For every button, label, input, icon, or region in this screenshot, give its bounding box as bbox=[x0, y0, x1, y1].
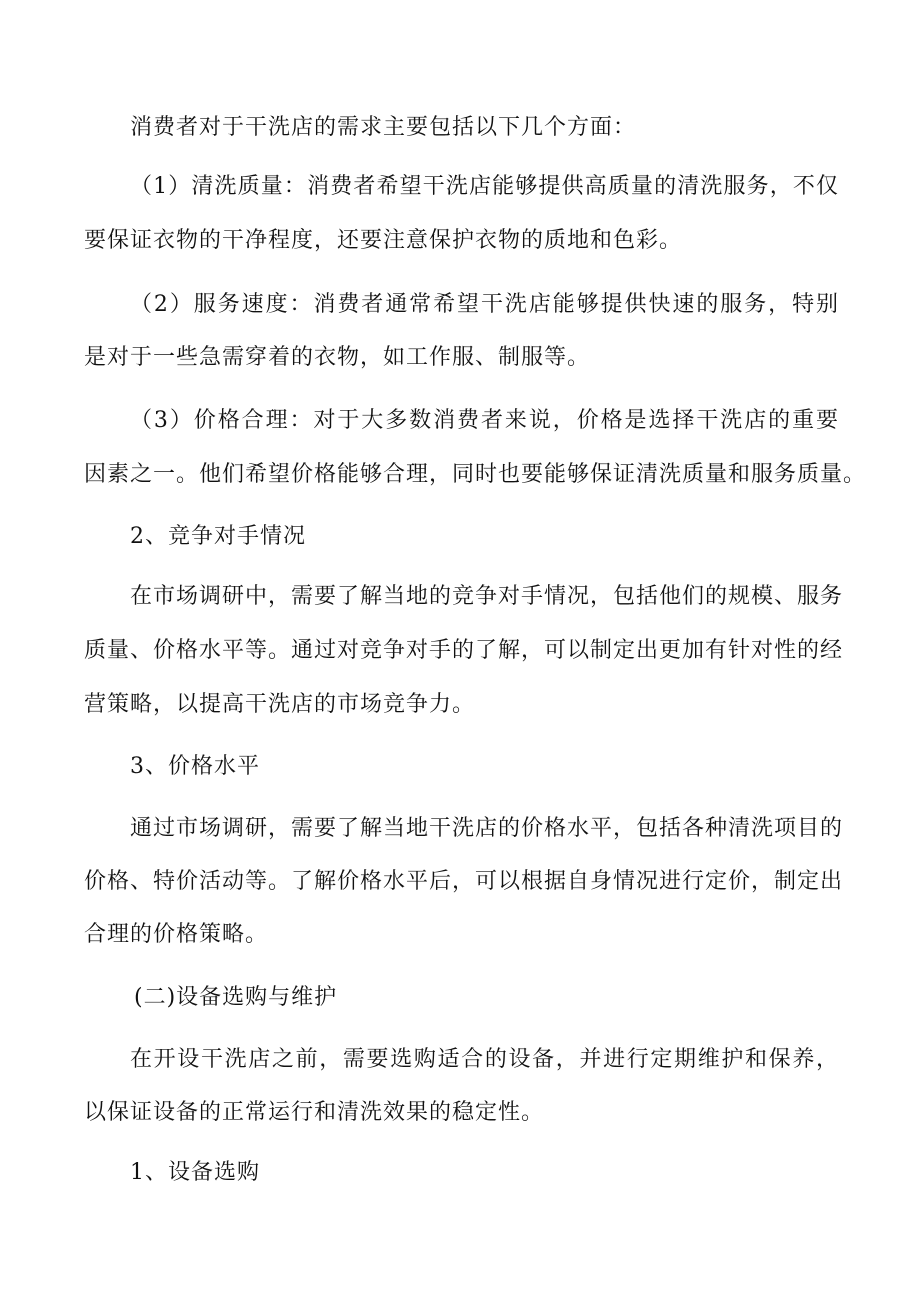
heading-price: 3、价格水平 bbox=[130, 754, 260, 779]
price-line1: 通过市场调研，需要了解当地干洗店的价格水平，包括各种清洗项目的 bbox=[130, 816, 844, 841]
item2-line2: 是对于一些急需穿着的衣物，如工作服、制服等。 bbox=[84, 345, 591, 370]
item3-line2: 因素之一。他们希望价格能够合理，同时也要能够保证清洗质量和服务质量。 bbox=[84, 462, 867, 487]
intro-paragraph: 消费者对于干洗店的需求主要包括以下几个方面： bbox=[130, 115, 637, 140]
competition-line1: 在市场调研中，需要了解当地的竞争对手情况，包括他们的规模、服务 bbox=[130, 584, 844, 609]
item2-line1: （2）服务速度：消费者通常希望干洗店能够提供快速的服务，特别 bbox=[130, 292, 839, 317]
equipment-line1: 在开设干洗店之前，需要选购适合的设备，并进行定期维护和保养， bbox=[130, 1047, 839, 1072]
price-line2: 价格、特价活动等。了解价格水平后，可以根据自身情况进行定价，制定出 bbox=[84, 869, 844, 894]
price-line3: 合理的价格策略。 bbox=[84, 922, 269, 947]
heading-purchase: 1、设备选购 bbox=[130, 1160, 260, 1185]
equipment-line2: 以保证设备的正常运行和清洗效果的稳定性。 bbox=[84, 1100, 545, 1125]
competition-line2: 质量、价格水平等。通过对竞争对手的了解，可以制定出更加有针对性的经 bbox=[84, 638, 844, 663]
heading-competition: 2、竞争对手情况 bbox=[130, 524, 306, 549]
item3-line1: （3）价格合理：对于大多数消费者来说，价格是选择干洗店的重要 bbox=[130, 408, 839, 433]
competition-line3: 营策略，以提高干洗店的市场竞争力。 bbox=[84, 692, 476, 717]
item1-line1: （1）清洗质量：消费者希望干洗店能够提供高质量的清洗服务，不仅 bbox=[130, 174, 839, 199]
heading-equipment: (二)设备选购与维护 bbox=[134, 985, 338, 1010]
item1-line2: 要保证衣物的干净程度，还要注意保护衣物的质地和色彩。 bbox=[84, 228, 683, 253]
